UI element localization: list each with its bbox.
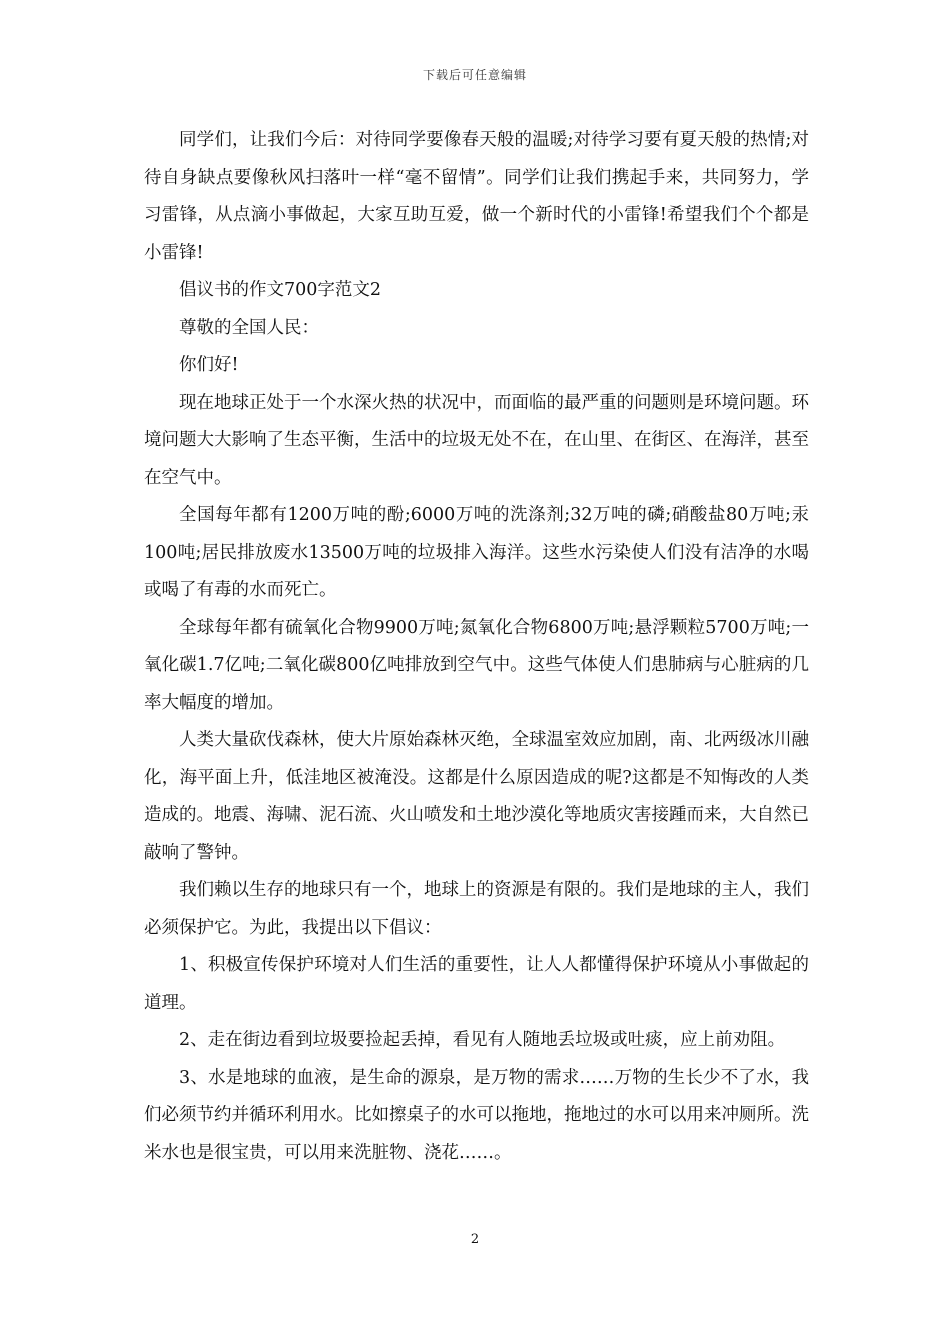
paragraph: 人类大量砍伐森林，使大片原始森林灭绝，全球温室效应加剧，南、北两级冰川融化，海平面上升，低洼地区被淹没。这都是什么原因造成的呢?这都是不知悔改的人类造成的。地震、海啸、泥石流、火山喷发和土地沙漠化等地质灾害接踵而来，大自然已敲响了警钟。	[144, 730, 809, 863]
section-title: 倡议书的作文700字范文2	[179, 280, 382, 300]
proposal-item: 2、走在街边看到垃圾要捡起丢掉，看见有人随地丢垃圾或吐痰，应上前劝阻。	[179, 1030, 786, 1050]
paragraph: 全国每年都有1200万吨的酚;6000万吨的洗涤剂;32万吨的磷;硝酸盐80万吨;汞100吨;居民排放废水13500万吨的垃圾排入海洋。这些水污染使人们没有洁净的水喝或喝了有毒的水而死亡。	[144, 505, 809, 600]
proposal-item: 1、积极宣传保护环境对人们生活的重要性，让人人都懂得保护环境从小事做起的道理。	[144, 955, 809, 1013]
document-body	[144, 122, 809, 1172]
proposal-item: 3、水是地球的血液，是生命的源泉，是万物的需求……万物的生长少不了水，我们必须节约并循环利用水。比如擦桌子的水可以拖地，拖地过的水可以用来冲厕所。洗米水也是很宝贵，可以用来洗脏物、浇花……。	[144, 1067, 809, 1163]
page-number: 2	[470, 1232, 480, 1247]
salutation: 尊敬的全国人民：	[179, 317, 319, 338]
paragraph: 全球每年都有硫氧化合物9900万吨;氮氧化合物6800万吨;悬浮颗粒5700万吨;一氧化碳1.7亿吨;二氧化碳800亿吨排放到空气中。这些气体使人们患肺病与心脏病的几率大幅度的增加。	[144, 617, 809, 713]
page-header: 下载后可任意编辑	[422, 68, 527, 82]
greeting: 你们好!	[179, 355, 239, 375]
paragraph: 现在地球正处于一个水深火热的状况中，而面临的最严重的问题则是环境问题。环境问题大大影响了生态平衡，生活中的垃圾无处不在，在山里、在街区、在海洋，甚至在空气中。	[144, 392, 809, 488]
paragraph: 同学们，让我们今后：对待同学要像春天般的温暖;对待学习要有夏天般的热情;对待自身缺点要像秋风扫落叶一样“毫不留情”。同学们让我们携起手来，共同努力，学习雷锋，从点滴小事做起，大家互助互爱，做一个新时代的小雷锋!希望我们个个都是小雷锋!	[144, 130, 809, 263]
paragraph: 我们赖以生存的地球只有一个，地球上的资源是有限的。我们是地球的主人，我们必须保护它。为此，我提出以下倡议：	[144, 880, 809, 938]
